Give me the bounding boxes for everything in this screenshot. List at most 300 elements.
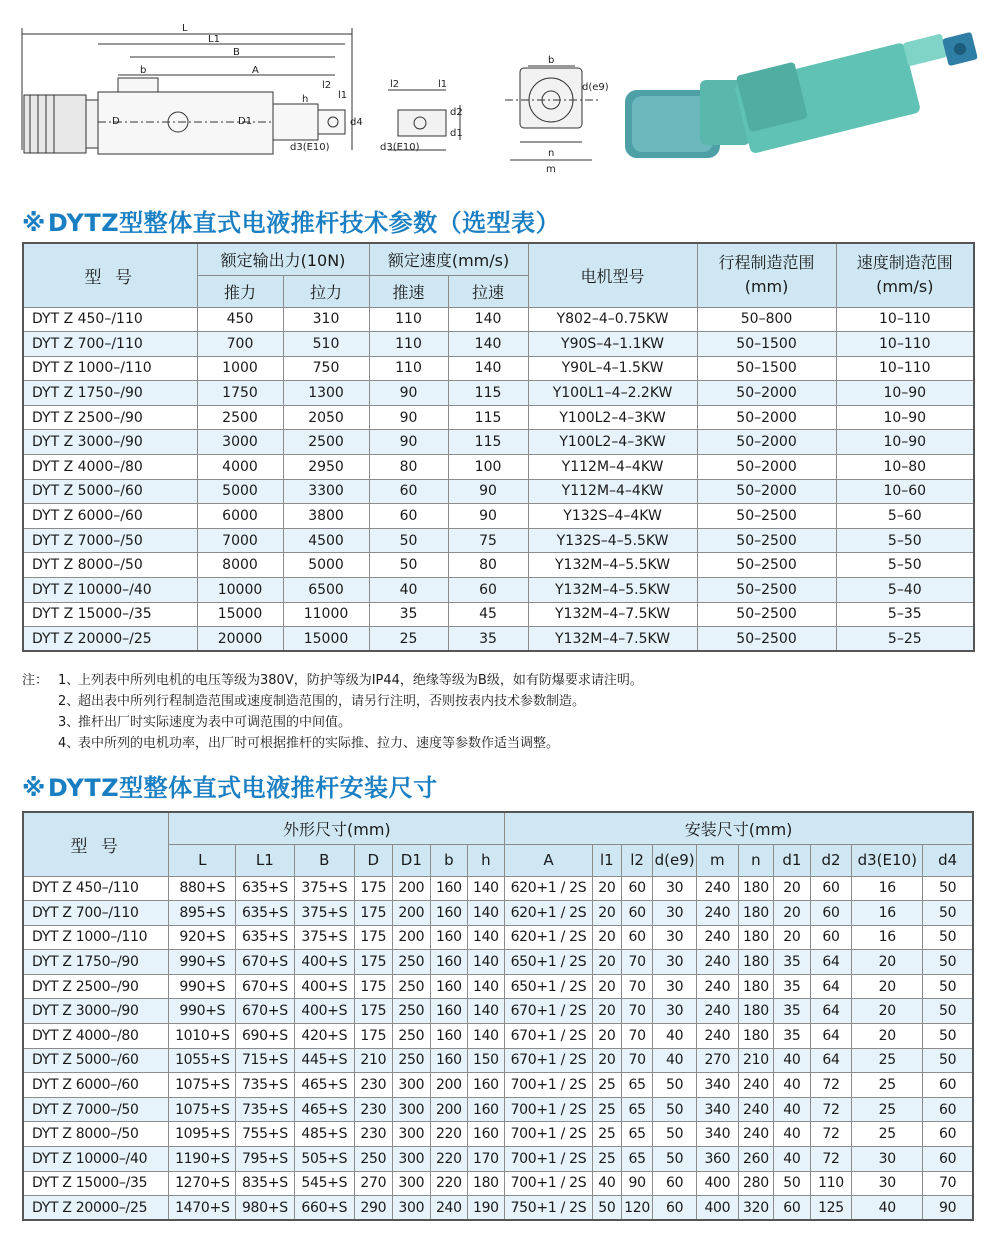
cell-n: 210	[738, 1048, 773, 1073]
cell-h: 140	[467, 925, 505, 950]
cell-model: DYT Z 3000–/90	[23, 999, 169, 1024]
label-l2: l2	[322, 80, 332, 91]
header-col-d1: D1	[392, 844, 431, 876]
cell-l1: 20	[592, 999, 621, 1024]
cell-pull: 3800	[283, 504, 369, 529]
cell-pull: 5000	[283, 553, 369, 578]
cell-b: 160	[431, 876, 467, 901]
header-col-d4: d4	[923, 844, 973, 876]
cell-d4: 60	[923, 1122, 973, 1147]
cell-l: 990+S	[169, 950, 236, 975]
cell-l2: 65	[621, 1097, 652, 1122]
cell-d3e10: 20	[852, 1024, 923, 1049]
label-n: n	[548, 148, 555, 159]
cell-b: 505+S	[294, 1147, 354, 1172]
header-install-dims: 安装尺寸(mm)	[505, 812, 973, 844]
cell-b: 160	[431, 1024, 467, 1049]
cell-stroke: 50–2000	[697, 405, 836, 430]
table-row	[23, 430, 974, 455]
cell-h: 140	[467, 901, 505, 926]
table-row	[23, 381, 974, 406]
cell-push-speed: 50	[369, 528, 448, 553]
cell-n: 240	[738, 1073, 773, 1098]
cell-speed-range: 10–80	[836, 455, 974, 480]
cell-model: DYT Z 20000–/25	[23, 627, 197, 652]
header-col-m: m	[697, 844, 739, 876]
cell-model: DYT Z 3000–/90	[23, 430, 197, 455]
cell-b: 160	[431, 1048, 467, 1073]
cell-a: 670+1 / 2S	[505, 1024, 593, 1049]
cell-stroke: 50–2000	[697, 455, 836, 480]
cell-push-speed: 35	[369, 602, 448, 627]
cell-d1: 250	[392, 974, 431, 999]
cell-l2: 70	[621, 1024, 652, 1049]
cell-model: DYT Z 6000–/60	[23, 1073, 169, 1098]
cell-pull: 2500	[283, 430, 369, 455]
cell-h: 140	[467, 1024, 505, 1049]
cell-pull: 310	[283, 307, 369, 332]
cell-l1: 980+S	[236, 1196, 294, 1221]
cell-d4: 60	[923, 1147, 973, 1172]
table-row	[23, 602, 974, 627]
cell-h: 160	[467, 1097, 505, 1122]
cell-a: 700+1 / 2S	[505, 1073, 593, 1098]
cell-l1: 25	[592, 1147, 621, 1172]
section-title-text: DYTZ型整体直式电液推杆安装尺寸	[47, 774, 438, 802]
table-row	[23, 405, 974, 430]
cell-l2: 65	[621, 1122, 652, 1147]
cell-d1: 60	[774, 1196, 810, 1221]
cell-l1: 20	[592, 901, 621, 926]
cell-d3e10: 25	[852, 1097, 923, 1122]
cell-d1: 200	[392, 876, 431, 901]
cell-d4: 50	[923, 974, 973, 999]
cell-d3e10: 30	[852, 1171, 923, 1196]
cell-push-speed: 110	[369, 332, 448, 357]
cell-l1: 635+S	[236, 876, 294, 901]
cell-d3e10: 25	[852, 1048, 923, 1073]
cell-d1: 300	[392, 1097, 431, 1122]
cell-m: 340	[697, 1097, 739, 1122]
header-col-b: b	[431, 844, 467, 876]
header-col-d: D	[355, 844, 393, 876]
cell-stroke: 50–1500	[697, 332, 836, 357]
cell-m: 400	[697, 1171, 739, 1196]
cell-a: 700+1 / 2S	[505, 1147, 593, 1172]
cell-b: 375+S	[294, 925, 354, 950]
cell-l: 1470+S	[169, 1196, 236, 1221]
cell-speed-range: 10–110	[836, 332, 974, 357]
cell-a: 670+1 / 2S	[505, 1048, 593, 1073]
section-title-text: DYTZ型整体直式电液推杆技术参数（选型表）	[47, 209, 561, 237]
cell-d: 230	[355, 1097, 393, 1122]
label-l1-side: l1	[438, 79, 448, 90]
cell-model: DYT Z 4000–/80	[23, 1024, 169, 1049]
cell-l: 990+S	[169, 999, 236, 1024]
label-m: m	[546, 164, 556, 175]
cell-d3e10: 20	[852, 999, 923, 1024]
cell-d: 230	[355, 1073, 393, 1098]
cell-stroke: 50–1500	[697, 356, 836, 381]
cell-model: DYT Z 5000–/60	[23, 479, 197, 504]
cell-motor: Y132S–4–4KW	[528, 504, 697, 529]
cell-d4: 70	[923, 1171, 973, 1196]
hero-drawings	[0, 0, 1000, 190]
cell-d1: 40	[774, 1122, 810, 1147]
table-row	[23, 479, 974, 504]
label-d3: d3(E10)	[290, 142, 330, 153]
notes-lead: 注：	[22, 673, 49, 688]
cell-l1: 670+S	[236, 999, 294, 1024]
cell-d4: 50	[923, 876, 973, 901]
header-pull-speed: 拉速	[448, 275, 528, 307]
cell-b: 160	[431, 974, 467, 999]
cell-push: 10000	[197, 578, 283, 603]
cell-n: 320	[738, 1196, 773, 1221]
cell-stroke: 50–2000	[697, 381, 836, 406]
cell-speed-range: 10–90	[836, 405, 974, 430]
cell-push: 1000	[197, 356, 283, 381]
header-push-speed: 推速	[369, 275, 448, 307]
header-push: 推力	[197, 275, 283, 307]
cell-d: 210	[355, 1048, 393, 1073]
cell-d1: 300	[392, 1073, 431, 1098]
header-stroke: 行程制造范围 (mm)	[697, 243, 836, 307]
cell-pull-speed: 90	[448, 479, 528, 504]
cell-d2: 64	[810, 1024, 852, 1049]
cell-pull-speed: 90	[448, 504, 528, 529]
cell-pull-speed: 140	[448, 332, 528, 357]
label-de9: d(e9)	[582, 82, 609, 93]
label-d1: d1	[450, 128, 463, 139]
header-col-d2: d2	[810, 844, 852, 876]
cell-stroke: 50–2500	[697, 504, 836, 529]
cell-m: 340	[697, 1122, 739, 1147]
cell-b: 375+S	[294, 901, 354, 926]
header-col-d3e10: d3(E10)	[852, 844, 923, 876]
cell-l: 1075+S	[169, 1073, 236, 1098]
note-item: 注： 1、 上列表中所列电机的电压等级为380V，防护等级为IP44，绝缘等级为B级，如有防爆要求请注明。	[22, 670, 972, 691]
cell-d1: 300	[392, 1171, 431, 1196]
cell-model: DYT Z 8000–/50	[23, 553, 197, 578]
table-row	[23, 1048, 973, 1073]
header-model: 型 号	[23, 243, 197, 307]
cell-motor: Y112M–4–4KW	[528, 479, 697, 504]
cell-pull: 11000	[283, 602, 369, 627]
cell-l1: 670+S	[236, 974, 294, 999]
cell-l2: 70	[621, 999, 652, 1024]
table-row	[23, 627, 974, 652]
cell-speed-range: 5–60	[836, 504, 974, 529]
cell-n: 180	[738, 999, 773, 1024]
label-B: B	[233, 47, 240, 58]
header-speed-range: 速度制造范围 (mm/s)	[836, 243, 974, 307]
cell-a: 750+1 / 2S	[505, 1196, 593, 1221]
cell-pull-speed: 115	[448, 430, 528, 455]
cell-push-speed: 90	[369, 405, 448, 430]
cell-de9: 50	[653, 1122, 697, 1147]
cell-d1: 250	[392, 1024, 431, 1049]
cell-d1: 20	[774, 925, 810, 950]
table-row	[23, 1097, 973, 1122]
cell-d3e10: 16	[852, 925, 923, 950]
cell-push: 700	[197, 332, 283, 357]
table-row	[23, 901, 973, 926]
cell-d: 230	[355, 1122, 393, 1147]
cell-d3e10: 20	[852, 950, 923, 975]
cell-push-speed: 110	[369, 356, 448, 381]
cell-pull: 6500	[283, 578, 369, 603]
cell-d1: 40	[774, 1097, 810, 1122]
cell-pull: 510	[283, 332, 369, 357]
cell-model: DYT Z 2500–/90	[23, 974, 169, 999]
cell-d3e10: 25	[852, 1122, 923, 1147]
cell-model: DYT Z 1750–/90	[23, 950, 169, 975]
header-col-de9: d(e9)	[653, 844, 697, 876]
cell-h: 140	[467, 999, 505, 1024]
cell-n: 180	[738, 1024, 773, 1049]
cell-l: 1055+S	[169, 1048, 236, 1073]
table-row	[23, 332, 974, 357]
section-title-install	[22, 768, 438, 803]
cell-model: DYT Z 10000–/40	[23, 1147, 169, 1172]
header-col-h: h	[467, 844, 505, 876]
cell-l1: 25	[592, 1097, 621, 1122]
cell-push-speed: 60	[369, 504, 448, 529]
cell-l1: 50	[592, 1196, 621, 1221]
cell-h: 180	[467, 1171, 505, 1196]
cell-b: 375+S	[294, 876, 354, 901]
cell-push: 3000	[197, 430, 283, 455]
cell-d3e10: 16	[852, 876, 923, 901]
cell-pull: 1300	[283, 381, 369, 406]
cell-n: 240	[738, 1097, 773, 1122]
table-row	[23, 876, 973, 901]
cell-l2: 70	[621, 1048, 652, 1073]
cell-h: 160	[467, 1073, 505, 1098]
cell-speed-range: 10–90	[836, 381, 974, 406]
cell-speed-range: 10–110	[836, 307, 974, 332]
cell-stroke: 50–2500	[697, 602, 836, 627]
cell-h: 190	[467, 1196, 505, 1221]
cell-d1: 300	[392, 1122, 431, 1147]
cell-l2: 65	[621, 1147, 652, 1172]
cell-d1: 250	[392, 1048, 431, 1073]
cell-l: 1095+S	[169, 1122, 236, 1147]
table-row	[23, 999, 973, 1024]
cell-push: 15000	[197, 602, 283, 627]
cell-de9: 30	[653, 925, 697, 950]
cell-l1: 670+S	[236, 950, 294, 975]
note-item: 2、 超出表中所列行程制造范围或速度制造范围的，请另行注明，否则按表内技术参数制造。	[58, 694, 586, 709]
table-row	[23, 455, 974, 480]
cell-pull: 2950	[283, 455, 369, 480]
cell-d1: 40	[774, 1147, 810, 1172]
cell-de9: 30	[653, 876, 697, 901]
cell-h: 160	[467, 1122, 505, 1147]
cell-d4: 60	[923, 1073, 973, 1098]
cell-motor: Y112M–4–4KW	[528, 455, 697, 480]
cell-d2: 60	[810, 901, 852, 926]
cell-push: 20000	[197, 627, 283, 652]
cell-d3e10: 40	[852, 1196, 923, 1221]
cell-d1: 300	[392, 1196, 431, 1221]
cell-speed-range: 5–50	[836, 553, 974, 578]
cell-a: 620+1 / 2S	[505, 925, 593, 950]
cell-push: 5000	[197, 479, 283, 504]
cell-pull: 3300	[283, 479, 369, 504]
cell-l1: 735+S	[236, 1073, 294, 1098]
cell-b: 220	[431, 1171, 467, 1196]
cell-pull: 15000	[283, 627, 369, 652]
cell-d2: 64	[810, 999, 852, 1024]
cell-d1: 200	[392, 925, 431, 950]
cell-pull: 750	[283, 356, 369, 381]
cell-l1: 20	[592, 974, 621, 999]
cell-d2: 60	[810, 925, 852, 950]
label-A: A	[252, 65, 259, 76]
cell-m: 240	[697, 950, 739, 975]
cell-l1: 715+S	[236, 1048, 294, 1073]
cell-d1: 200	[392, 901, 431, 926]
cell-push-speed: 50	[369, 553, 448, 578]
cell-d4: 50	[923, 901, 973, 926]
cell-model: DYT Z 700–/110	[23, 901, 169, 926]
cell-push: 1750	[197, 381, 283, 406]
cell-push: 6000	[197, 504, 283, 529]
cell-pull-speed: 115	[448, 381, 528, 406]
label-h: h	[302, 94, 309, 105]
header-col-n: n	[738, 844, 773, 876]
cell-stroke: 50–2000	[697, 479, 836, 504]
cell-stroke: 50–2000	[697, 430, 836, 455]
cell-l1: 835+S	[236, 1171, 294, 1196]
cell-l: 920+S	[169, 925, 236, 950]
cell-d1: 20	[774, 876, 810, 901]
cell-speed-range: 5–40	[836, 578, 974, 603]
cell-de9: 30	[653, 974, 697, 999]
cell-d1: 250	[392, 999, 431, 1024]
cell-de9: 30	[653, 901, 697, 926]
cell-motor: Y132M–4–5.5KW	[528, 553, 697, 578]
cell-b: 400+S	[294, 999, 354, 1024]
cell-n: 180	[738, 876, 773, 901]
cell-m: 400	[697, 1196, 739, 1221]
cell-model: DYT Z 700–/110	[23, 332, 197, 357]
cell-d: 175	[355, 950, 393, 975]
cell-model: DYT Z 1750–/90	[23, 381, 197, 406]
cell-model: DYT Z 450–/110	[23, 876, 169, 901]
cell-m: 270	[697, 1048, 739, 1073]
cell-n: 180	[738, 974, 773, 999]
cell-d2: 125	[810, 1196, 852, 1221]
cell-d1: 35	[774, 1024, 810, 1049]
cell-push-speed: 90	[369, 381, 448, 406]
header-col-l1: L1	[236, 844, 294, 876]
cell-b: 200	[431, 1073, 467, 1098]
cell-stroke: 50–800	[697, 307, 836, 332]
cell-pull-speed: 75	[448, 528, 528, 553]
cell-d: 175	[355, 925, 393, 950]
cell-d1: 300	[392, 1147, 431, 1172]
cell-l2: 70	[621, 950, 652, 975]
spec-table	[22, 242, 975, 652]
cell-h: 140	[467, 950, 505, 975]
cell-m: 340	[697, 1073, 739, 1098]
cell-l2: 60	[621, 876, 652, 901]
cell-a: 650+1 / 2S	[505, 974, 593, 999]
cell-d1: 40	[774, 1073, 810, 1098]
header-rated-speed: 额定速度(mm/s)	[369, 243, 528, 275]
cell-push: 7000	[197, 528, 283, 553]
cell-model: DYT Z 7000–/50	[23, 528, 197, 553]
note-item: 4、 表中所列的电机功率，出厂时可根据推杆的实际推、拉力、速度等参数作适当调整。	[58, 736, 560, 751]
cell-d4: 50	[923, 1048, 973, 1073]
cell-m: 240	[697, 925, 739, 950]
cell-l: 1075+S	[169, 1097, 236, 1122]
cell-stroke: 50–2500	[697, 553, 836, 578]
cell-d2: 72	[810, 1073, 852, 1098]
cell-stroke: 50–2500	[697, 578, 836, 603]
cell-l1: 20	[592, 876, 621, 901]
cell-d4: 50	[923, 950, 973, 975]
cell-b: 660+S	[294, 1196, 354, 1221]
cell-motor: Y100L1–4–2.2KW	[528, 381, 697, 406]
cell-model: DYT Z 1000–/110	[23, 925, 169, 950]
cell-model: DYT Z 15000–/35	[23, 602, 197, 627]
cell-n: 180	[738, 901, 773, 926]
cell-b: 445+S	[294, 1048, 354, 1073]
cell-n: 280	[738, 1171, 773, 1196]
cell-d1: 50	[774, 1171, 810, 1196]
cell-d3e10: 30	[852, 1147, 923, 1172]
cell-h: 150	[467, 1048, 505, 1073]
cell-l2: 90	[621, 1171, 652, 1196]
cell-d2: 110	[810, 1171, 852, 1196]
cell-speed-range: 10–90	[836, 430, 974, 455]
table-row	[23, 528, 974, 553]
cell-pull-speed: 140	[448, 307, 528, 332]
cell-n: 180	[738, 950, 773, 975]
cell-b: 200	[431, 1097, 467, 1122]
header-col-d1: d1	[774, 844, 810, 876]
cell-de9: 40	[653, 1024, 697, 1049]
cell-push: 4000	[197, 455, 283, 480]
section-mark: ※	[22, 209, 46, 237]
cell-push-speed: 25	[369, 627, 448, 652]
cell-l1: 735+S	[236, 1097, 294, 1122]
cell-d2: 60	[810, 876, 852, 901]
header-model: 型 号	[23, 812, 169, 876]
cell-model: DYT Z 1000–/110	[23, 356, 197, 381]
cell-l1: 20	[592, 950, 621, 975]
cell-d4: 50	[923, 925, 973, 950]
label-b-end: b	[548, 55, 555, 66]
cell-d: 175	[355, 974, 393, 999]
cell-l2: 65	[621, 1073, 652, 1098]
table-row	[23, 307, 974, 332]
cell-pull-speed: 80	[448, 553, 528, 578]
header-col-l1: l1	[592, 844, 621, 876]
cell-n: 240	[738, 1122, 773, 1147]
cell-l1: 20	[592, 1048, 621, 1073]
cell-b: 160	[431, 999, 467, 1024]
technical-drawing	[0, 0, 1000, 190]
cell-a: 620+1 / 2S	[505, 876, 593, 901]
label-l2-side: l2	[390, 79, 400, 90]
cell-h: 170	[467, 1147, 505, 1172]
cell-motor: Y132M–4–5.5KW	[528, 578, 697, 603]
